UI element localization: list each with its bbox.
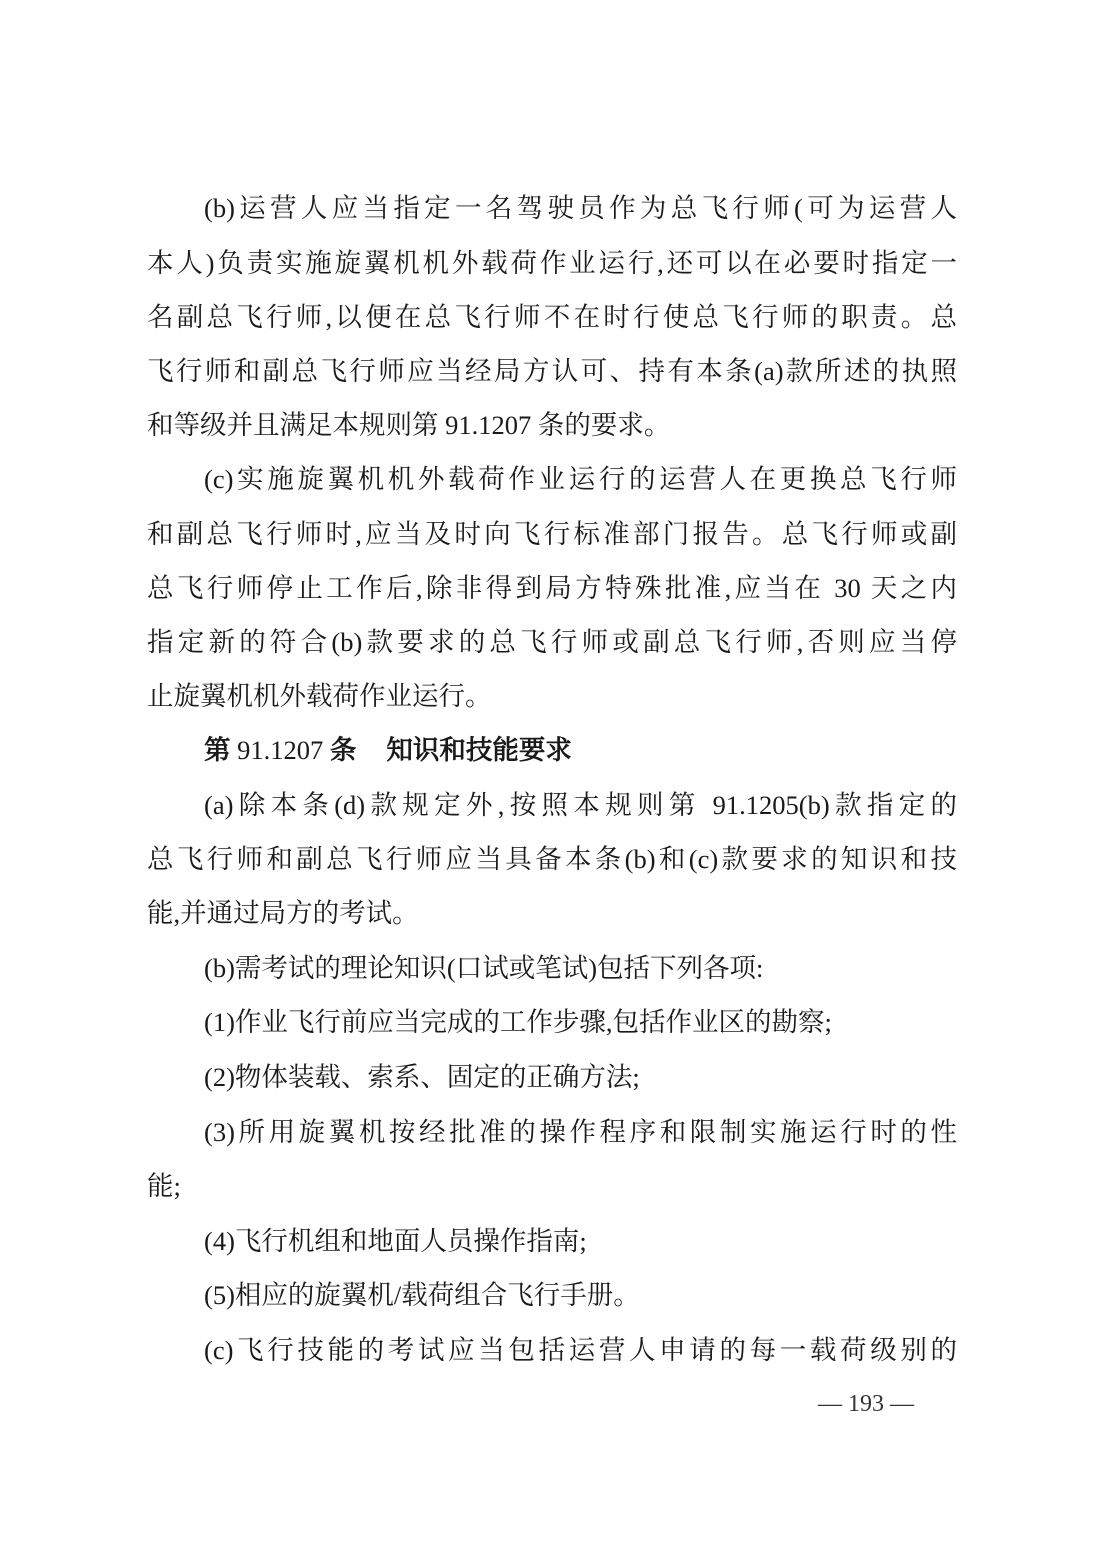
list-item: (3)所用旋翼机按经批准的操作程序和限制实施运行时的性 [204, 1117, 957, 1147]
heading-prefix: 第 [204, 735, 231, 766]
text-line: (a)除本条(d)款规定外,按照本规则第 91.1205(b)款指定的 [204, 790, 957, 820]
text-line: (b)运营人应当指定一名驾驶员作为总飞行师(可为运营人 [204, 193, 957, 223]
list-item: (1)作业飞行前应当完成的工作步骤,包括作业区的勘察; [204, 1007, 832, 1037]
heading-suffix: 条 [329, 735, 357, 766]
heading-number: 91.1207 [230, 735, 330, 765]
text-line: (b)需考试的理论知识(口试或笔试)包括下列各项: [204, 953, 764, 983]
text-line: 和等级并且满足本规则第 91.1207 条的要求。 [147, 410, 671, 440]
section-heading [204, 723, 957, 777]
text-line: (c)飞行技能的考试应当包括运营人申请的每一载荷级别的 [204, 1335, 957, 1365]
text-line: 总飞行师停止工作后,除非得到局方特殊批准,应当在 30 天之内 [147, 573, 957, 603]
text-line: 能; [147, 1171, 181, 1201]
text-line: 本人)负责实施旋翼机机外载荷作业运行,还可以在必要时指定一 [147, 248, 957, 278]
text-line: 能,并通过局方的考试。 [147, 898, 419, 928]
text-line: 和副总飞行师时,应当及时向飞行标准部门报告。总飞行师或副 [147, 519, 957, 549]
text-line: (c)实施旋翼机机外载荷作业运行的运营人在更换总飞行师 [204, 464, 957, 494]
heading-title: 知识和技能要求 [386, 735, 572, 766]
list-item: (4)飞行机组和地面人员操作指南; [204, 1226, 587, 1256]
list-item: (5)相应的旋翼机/载荷组合飞行手册。 [204, 1280, 640, 1310]
text-line: 名副总飞行师,以便在总飞行师不在时行使总飞行师的职责。总 [147, 302, 957, 332]
page-number: — 193 — [818, 1391, 914, 1417]
text-line: 总飞行师和副总飞行师应当具备本条(b)和(c)款要求的知识和技 [147, 844, 957, 874]
list-item: (2)物体装载、索系、固定的正确方法; [204, 1062, 640, 1092]
text-line: 飞行师和副总飞行师应当经局方认可、持有本条(a)款所述的执照 [147, 356, 957, 386]
text-line: 指定新的符合(b)款要求的总飞行师或副总飞行师,否则应当停 [147, 627, 957, 657]
text-line: 止旋翼机机外载荷作业运行。 [147, 681, 492, 711]
